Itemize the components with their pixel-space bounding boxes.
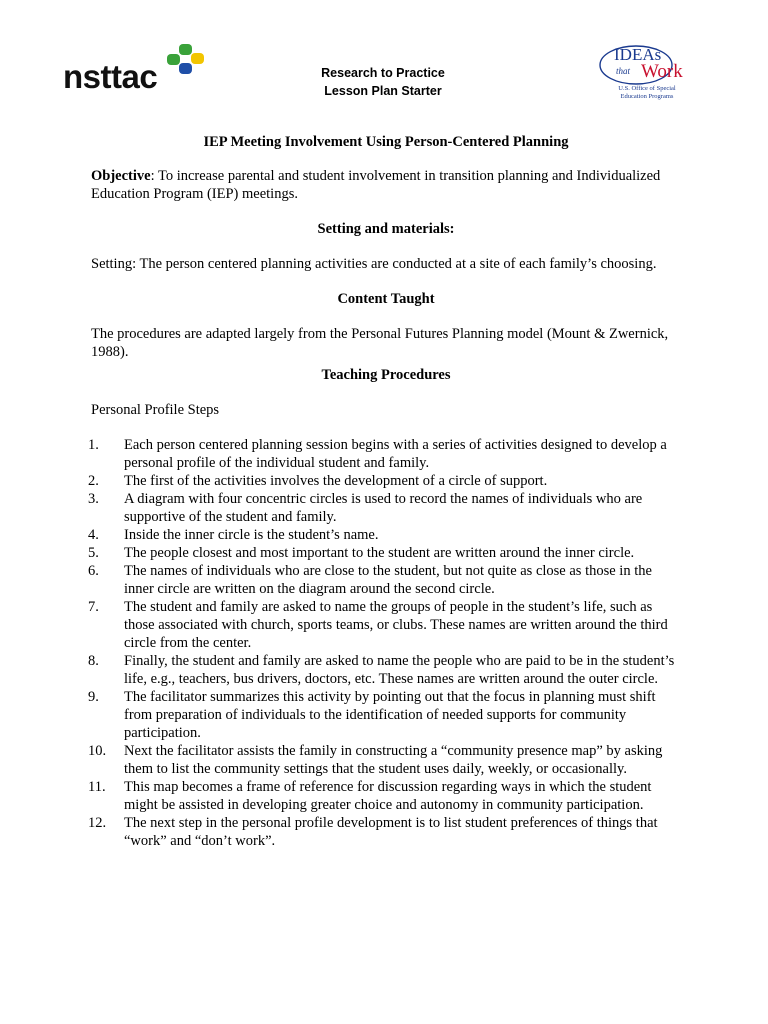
ideas-logo-that: that xyxy=(616,66,631,76)
list-item-number: 5. xyxy=(88,545,99,561)
list-item xyxy=(88,490,681,526)
list-item-number: 1. xyxy=(88,437,99,453)
personal-profile-steps-heading: Personal Profile Steps xyxy=(91,402,220,418)
list-item xyxy=(88,652,681,688)
setting-paragraph: Setting: The person centered planning activities are conducted at a site of each family’s choosing. xyxy=(91,256,657,272)
list-item-text: The next step in the personal profile development is to list student preferences of things that “work” and “don’t work”. xyxy=(124,815,658,849)
list-item-number: 9. xyxy=(88,689,99,705)
objective-paragraph xyxy=(91,167,681,203)
ideas-logo-sub-line-2: Education Programs xyxy=(620,93,674,100)
ideas-logo-subtitle xyxy=(602,85,692,101)
document-body xyxy=(88,133,681,850)
list-item-text: Next the facilitator assists the family in constructing a “community presence map” by asking them to list the community settings that the student uses daily, weekly, or occasionally. xyxy=(124,743,663,777)
list-item-number: 10. xyxy=(88,743,107,759)
list-item-text: The facilitator summarizes this activity by pointing out that the focus in planning must shift from preparation of individuals to the identification of needed supports for community participation. xyxy=(124,689,656,741)
teaching-procedures-heading: Teaching Procedures xyxy=(321,367,451,383)
list-item xyxy=(88,814,681,850)
ideas-logo-sub-line-1: U.S. Office of Special xyxy=(618,85,676,92)
list-item-text: Inside the inner circle is the student’s name. xyxy=(124,527,379,543)
list-item-text: Each person centered planning session begins with a series of activities designed to develop a personal profile of the individual student and family. xyxy=(124,437,667,471)
nsttac-logo xyxy=(63,44,215,96)
list-item-text: This map becomes a frame of reference for discussion regarding ways in which the student might be assisted in developing greater choice and autonomy in community participation. xyxy=(124,779,652,813)
list-item xyxy=(88,562,681,598)
list-item-text: Finally, the student and family are asked to name the people who are paid to be in the student’s life, e.g., teachers, bus drivers, doctors, etc. These names are written around the outer circle. xyxy=(124,653,675,687)
objective-text: : To increase parental and student involvement in transition planning and Individualized Education Program (IEP) meetings. xyxy=(91,168,661,202)
nsttac-logo-mark-icon xyxy=(167,44,215,78)
objective-label: Objective xyxy=(91,168,151,184)
list-item-number: 11. xyxy=(88,779,106,795)
lesson-plan-header-title xyxy=(283,64,483,100)
header-title-line-1: Research to Practice xyxy=(321,66,445,80)
list-item-number: 2. xyxy=(88,473,99,489)
list-item xyxy=(88,598,681,652)
list-item-number: 12. xyxy=(88,815,107,831)
content-taught-heading: Content Taught xyxy=(337,291,435,307)
nsttac-logo-text: nsttac xyxy=(63,58,158,95)
list-item-number: 8. xyxy=(88,653,99,669)
page-header xyxy=(0,0,768,120)
list-item xyxy=(88,526,681,544)
list-item-text: The people closest and most important to the student are written around the inner circle. xyxy=(124,545,635,561)
list-item-number: 3. xyxy=(88,491,99,507)
list-item-text: The first of the activities involves the development of a circle of support. xyxy=(124,473,548,489)
list-item-text: The names of individuals who are close to the student, but not quite as close as those in the inner circle are written on the diagram around the second circle. xyxy=(124,563,652,597)
list-item xyxy=(88,742,681,778)
list-item xyxy=(88,436,681,472)
list-item xyxy=(88,544,681,562)
header-title-line-2: Lesson Plan Starter xyxy=(324,84,442,98)
list-item-text: A diagram with four concentric circles is used to record the names of individuals who are supportive of the student and family. xyxy=(124,491,643,525)
profile-steps-list xyxy=(88,436,681,850)
list-item-number: 7. xyxy=(88,599,99,615)
ideas-logo-work: Work xyxy=(641,61,683,82)
list-item xyxy=(88,778,681,814)
ideas-that-work-logo xyxy=(596,43,688,109)
setting-heading: Setting and materials: xyxy=(317,221,455,237)
list-item xyxy=(88,688,681,742)
list-item-number: 6. xyxy=(88,563,99,579)
list-item-number: 4. xyxy=(88,527,99,543)
content-taught-paragraph: The procedures are adapted largely from the Personal Futures Planning model (Mount & Zwernick, 1988). xyxy=(91,326,669,360)
document-title: IEP Meeting Involvement Using Person-Centered Planning xyxy=(203,134,569,150)
list-item xyxy=(88,472,681,490)
ideas-logo-word: IDEAs xyxy=(614,45,662,64)
list-item-text: The student and family are asked to name the groups of people in the student’s life, such as those associated with church, sports teams, or clubs. These names are written around the third circle from the center. xyxy=(124,599,668,651)
